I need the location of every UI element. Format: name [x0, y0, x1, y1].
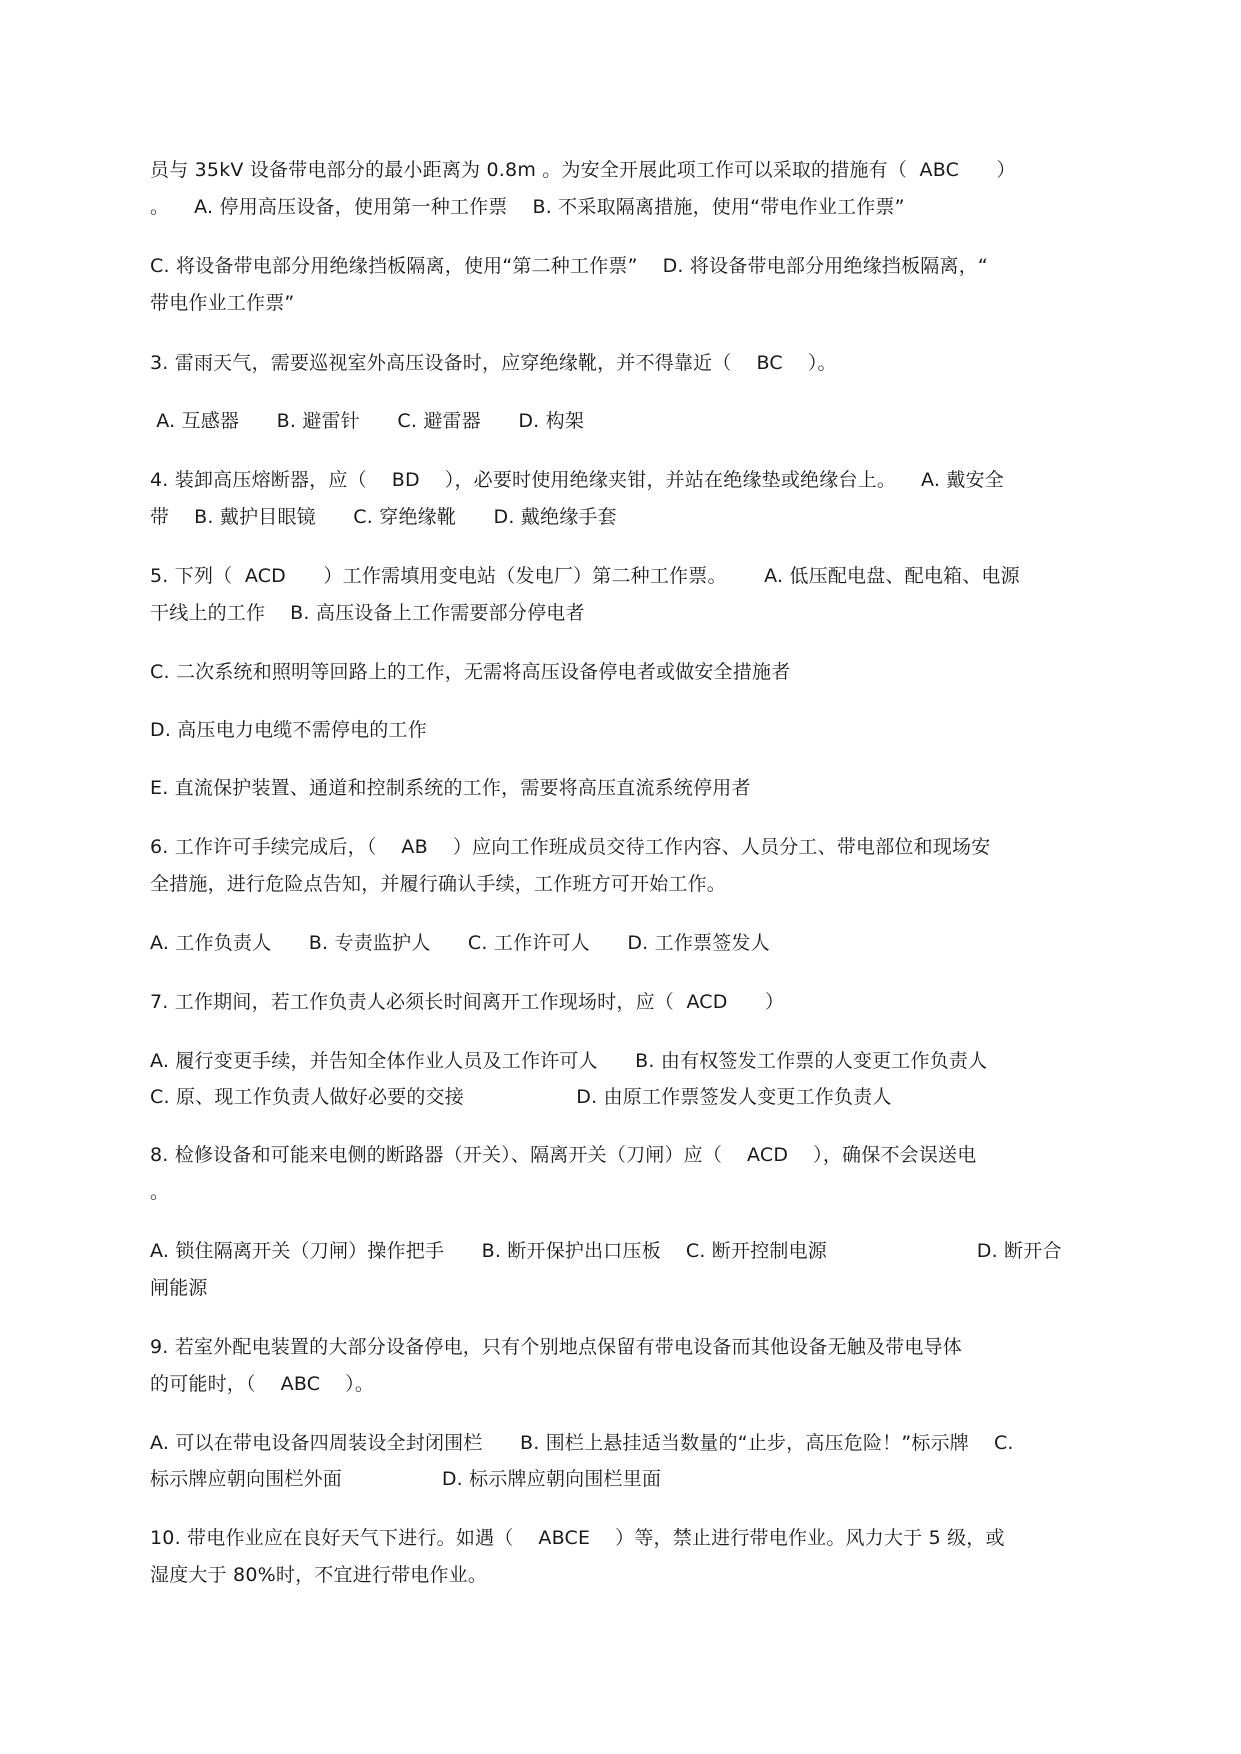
text-line-11: C. 二次系统和照明等回路上的工作，无需将高压设备停电者或做安全措施者 [150, 661, 791, 683]
text-line-19: C. 原、现工作负责人做好必要的交接 D. 由原工作票签发人变更工作负责人 [150, 1086, 892, 1108]
text-line-20: 8. 检修设备和可能来电侧的断路器（开关）、隔离开关（刀闸）应（ ACD ），确保不会误送电 [150, 1144, 977, 1166]
text-line-12: D. 高压电力电缆不需停电的工作 [150, 719, 427, 741]
text-line-23: 闸能源 [150, 1277, 208, 1299]
text-line-4: 带电作业工作票” [150, 292, 295, 314]
text-line-5: 3. 雷雨天气，需要巡视室外高压设备时，应穿绝缘靴，并不得靠近（ BC ）。 [150, 352, 837, 374]
text-line-14: 6. 工作许可手续完成后，（ AB ）应向工作班成员交待工作内容、人员分工、带电部位和现场安 [150, 836, 991, 858]
text-line-22: A. 锁住隔离开关（刀闸）操作把手 B. 断开保护出口压板 C. 断开控制电源 D. 断开合 [150, 1240, 1062, 1262]
text-line-28: 10. 带电作业应在良好天气下进行。如遇（ ABCE ）等，禁止进行带电作业。风力大于 5 级，或 [150, 1527, 1005, 1549]
text-line-10: 干线上的工作 B. 高压设备上工作需要部分停电者 [150, 602, 585, 624]
text-line-2: 。 A. 停用高压设备，使用第一种工作票 B. 不采取隔离措施，使用“带电作业工作票” [150, 196, 905, 218]
text-line-25: 的可能时，（ ABC ）。 [150, 1373, 375, 1395]
text-line-3: C. 将设备带电部分用绝缘挡板隔离，使用“第二种工作票” D. 将设备带电部分用绝缘挡板隔离，“ [150, 255, 988, 277]
text-line-24: 9. 若室外配电装置的大部分设备停电，只有个别地点保留有带电设备而其他设备无触及带电导体 [150, 1336, 962, 1358]
text-line-15: 全措施，进行危险点告知，并履行确认手续，工作班方可开始工作。 [150, 873, 727, 895]
text-line-29: 湿度大于 80%时，不宜进行带电作业。 [150, 1564, 488, 1586]
text-line-16: A. 工作负责人 B. 专责监护人 C. 工作许可人 D. 工作票签发人 [150, 932, 770, 954]
text-line-8: 带 B. 戴护目眼镜 C. 穿绝缘靴 D. 戴绝缘手套 [150, 506, 617, 528]
text-line-13: E. 直流保护装置、通道和控制系统的工作，需要将高压直流系统停用者 [150, 777, 751, 799]
text-line-6: A. 互感器 B. 避雷针 C. 避雷器 D. 构架 [150, 410, 585, 432]
text-line-17: 7. 工作期间，若工作负责人必须长时间离开工作现场时，应（ ACD ） [150, 991, 785, 1013]
text-line-7: 4. 装卸高压熔断器，应（ BD ），必要时使用绝缘夹钳，并站在绝缘垫或绝缘台上。 A. 戴安全 [150, 469, 1004, 491]
text-line-1: 员与 35kV 设备带电部分的最小距离为 0.8m 。为安全开展此项工作可以采取的措施有（ ABC ） [150, 159, 1016, 181]
text-line-26: A. 可以在带电设备四周装设全封闭围栏 B. 围栏上悬挂适当数量的“止步，高压危险！”标示牌 C. [150, 1432, 1014, 1454]
text-line-9: 5. 下列（ ACD ）工作需填用变电站（发电厂）第二种工作票。 A. 低压配电盘、配电箱、电源 [150, 565, 1020, 587]
text-line-18: A. 履行变更手续，并告知全体作业人员及工作许可人 B. 由有权签发工作票的人变更工作负责人 [150, 1050, 988, 1072]
text-line-27: 标示牌应朝向围栏外面 D. 标示牌应朝向围栏里面 [150, 1468, 662, 1490]
text-line-21: 。 [150, 1181, 170, 1203]
